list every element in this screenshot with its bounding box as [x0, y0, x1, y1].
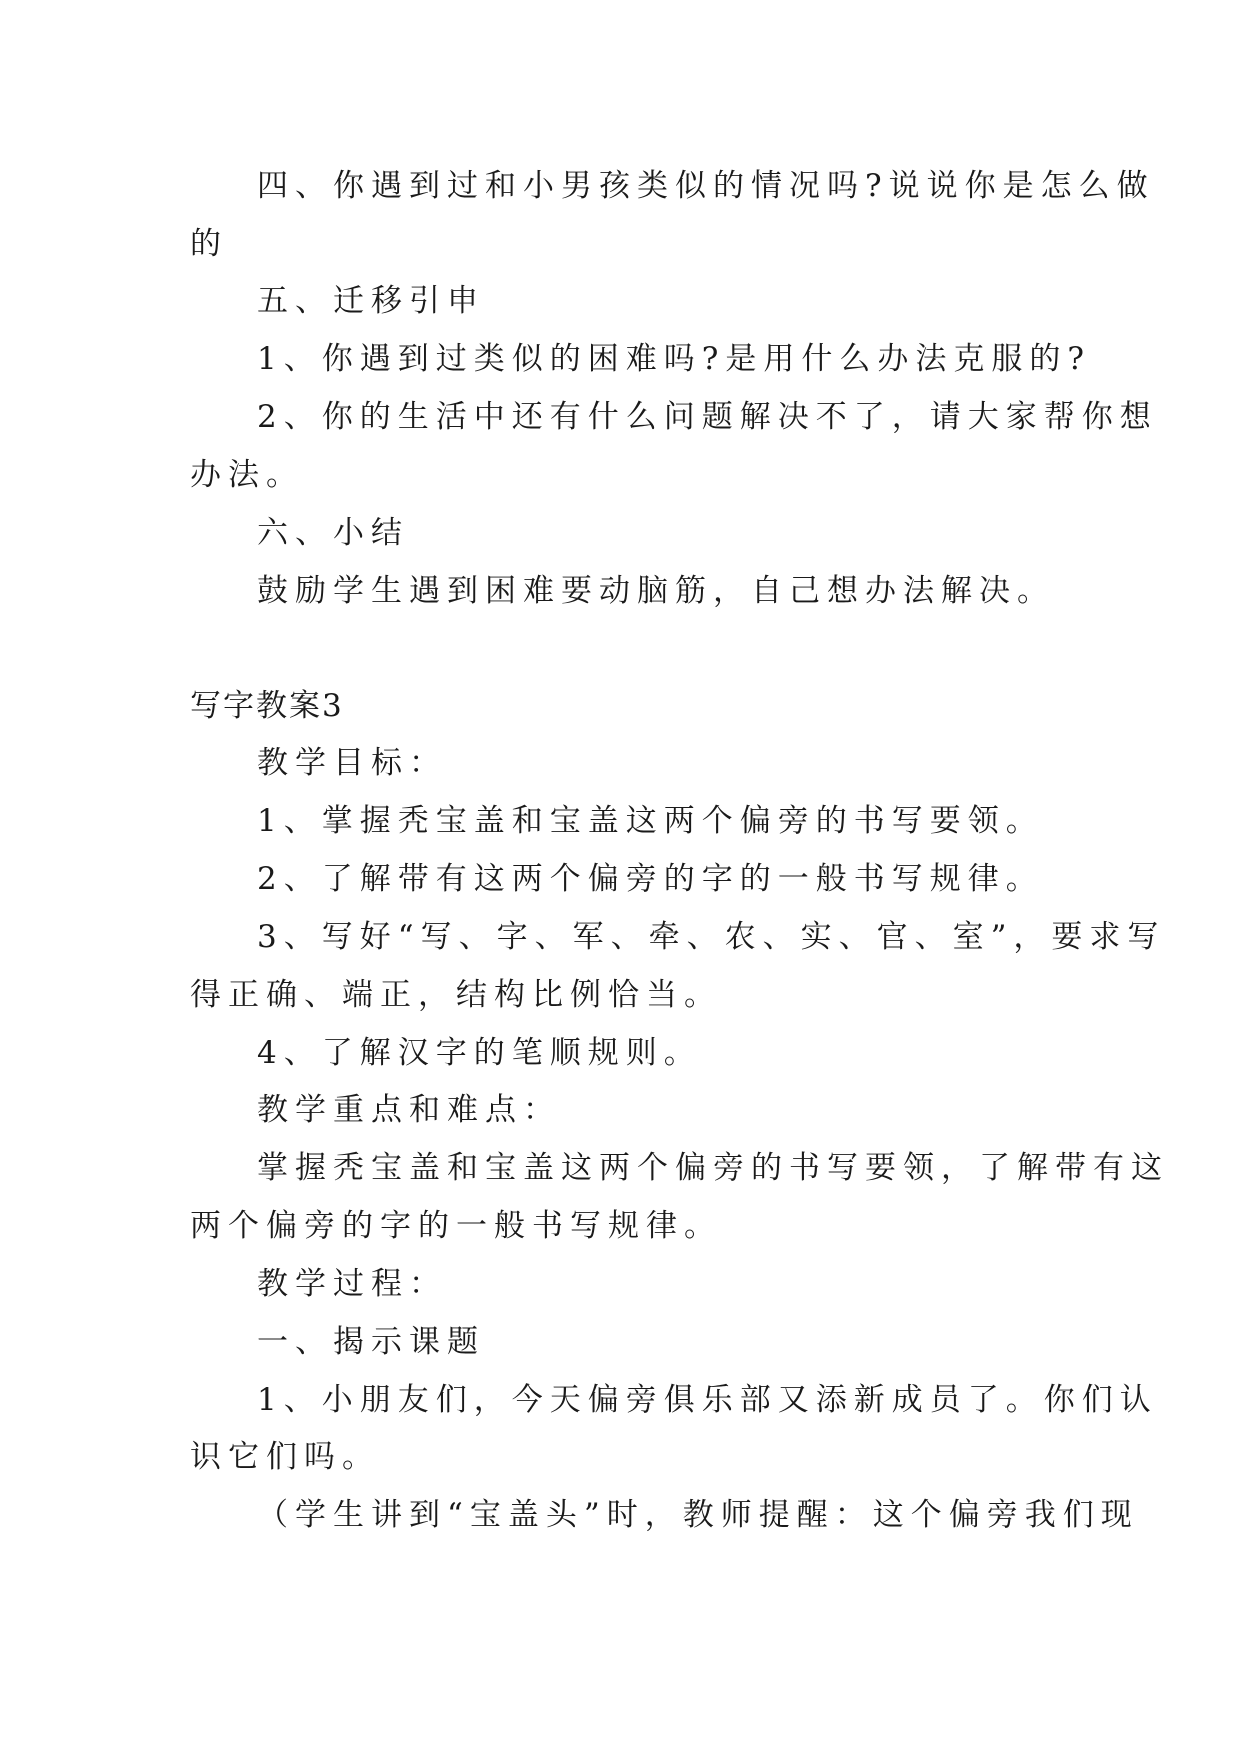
- section-heading: 一、揭示课题: [257, 1324, 485, 1360]
- paragraph-line: 得正确、端正，结构比例恰当。: [190, 977, 722, 1013]
- paragraph-line: 4、了解汉字的笔顺规则。: [257, 1035, 702, 1071]
- section-heading: 教学重点和难点：: [257, 1092, 561, 1128]
- paragraph-line: 识它们吗。: [190, 1439, 380, 1475]
- section-heading: 六、小结: [257, 515, 409, 551]
- paragraph-line: 办法。: [190, 457, 304, 493]
- document-title: 写字教案3: [190, 688, 344, 724]
- paragraph-line: 3、写好“写、字、军、牵、农、实、官、室”，要求写: [257, 919, 1166, 955]
- section-heading: 教学目标：: [257, 745, 447, 781]
- paragraph-line: 2、了解带有这两个偏旁的字的一般书写规律。: [257, 861, 1044, 897]
- paragraph-line: 1、掌握秃宝盖和宝盖这两个偏旁的书写要领。: [257, 803, 1044, 839]
- paragraph-line: 1、你遇到过类似的困难吗?是用什么办法克服的?: [257, 341, 1091, 377]
- paragraph-line: 掌握秃宝盖和宝盖这两个偏旁的书写要领，了解带有这: [257, 1150, 1169, 1186]
- paragraph-line: 1、小朋友们，今天偏旁俱乐部又添新成员了。你们认: [257, 1382, 1158, 1418]
- paragraph-line: 四、你遇到过和小男孩类似的情况吗?说说你是怎么做: [257, 168, 1155, 204]
- paragraph-line: 两个偏旁的字的一般书写规律。: [190, 1208, 722, 1244]
- section-heading: 五、迁移引申: [257, 283, 485, 319]
- paragraph-line: （学生讲到“宝盖头”时，教师提醒：这个偏旁我们现: [257, 1497, 1139, 1533]
- paragraph-line: 的: [190, 226, 228, 262]
- section-heading: 教学过程：: [257, 1266, 447, 1302]
- paragraph-line: 2、你的生活中还有什么问题解决不了，请大家帮你想: [257, 399, 1158, 435]
- paragraph-line: 鼓励学生遇到困难要动脑筋，自己想办法解决。: [257, 573, 1055, 609]
